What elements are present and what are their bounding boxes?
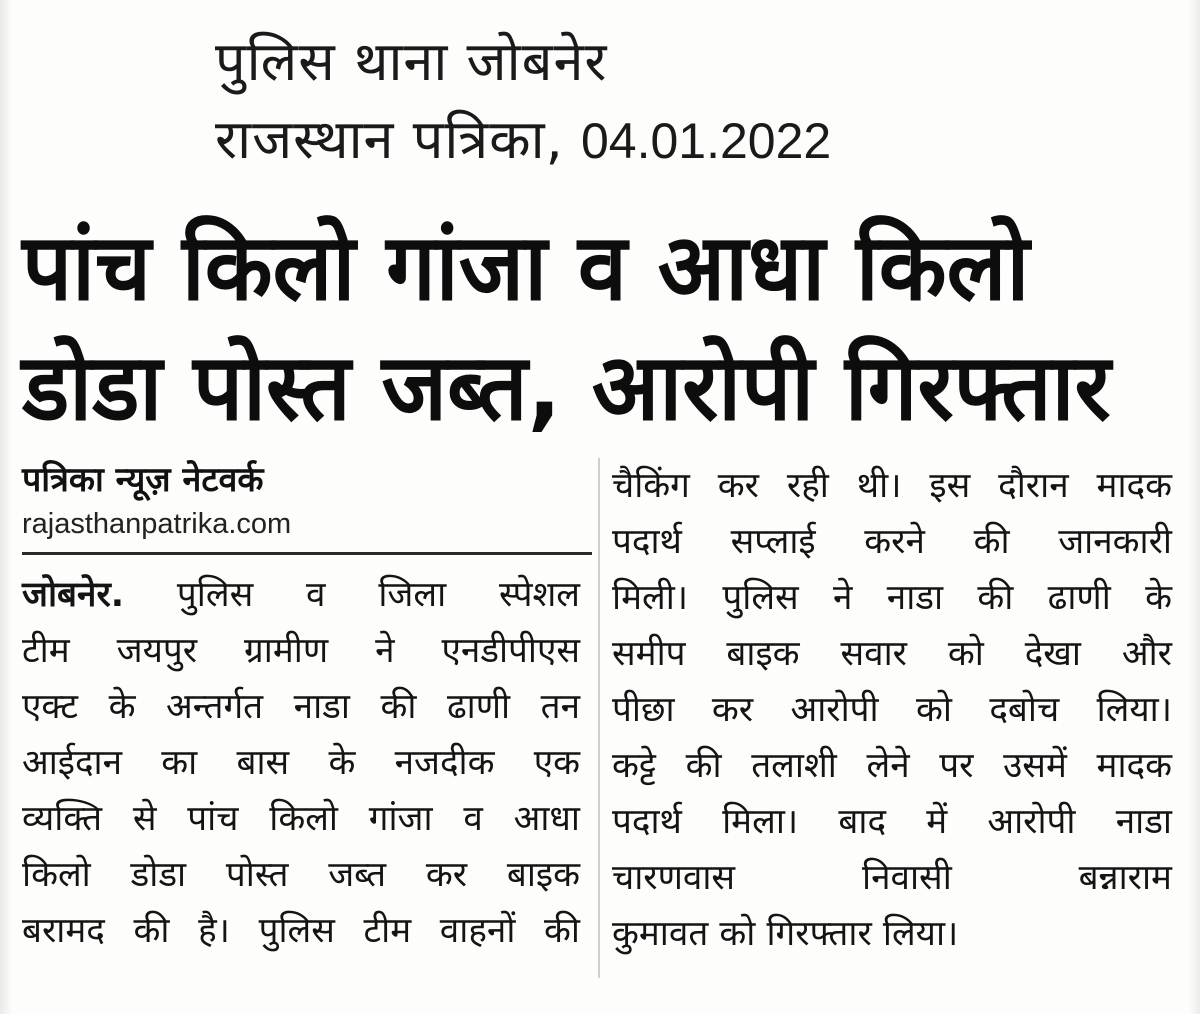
byline-website: rajasthanpatrika.com <box>22 508 292 540</box>
article-line: टीम जयपुर ग्रामीण ने एनडीपीएस <box>22 631 580 671</box>
article-line: पदार्थ सप्लाई करने की जानकारी <box>612 522 1172 562</box>
police-station-label: पुलिस थाना जोबनेर <box>215 30 608 93</box>
article-line: चैकिंग कर रही थी। इस दौरान मादक <box>612 466 1172 506</box>
article-line: व्यक्ति से पांच किलो गांजा व आधा <box>22 799 580 839</box>
article-line: मिली। पुलिस ने नाडा की ढाणी के <box>612 578 1172 618</box>
source-line <box>215 108 831 173</box>
headline-line-1: पांच किलो गांजा व आधा किलो <box>22 214 1030 321</box>
paper-edge-right <box>1188 0 1200 1014</box>
headline-line-2: डोडा पोस्त जब्त, आरोपी गिरफ्तार <box>22 334 1111 441</box>
article-line: कुमावत को गिरफ्तार लिया। <box>612 914 959 954</box>
article-line-text: पुलिस व जिला स्पेशल <box>176 575 580 615</box>
article-line: कट्टे की तलाशी लेने पर उसमें मादक <box>612 746 1172 786</box>
publication-name: राजस्थान पत्रिका, <box>215 108 564 171</box>
article-line: किलो डोडा पोस्त जब्त कर बाइक <box>22 855 580 895</box>
article-line: समीप बाइक सवार को देखा और <box>612 634 1172 674</box>
headline <box>22 208 1145 448</box>
article-line: एक्ट के अन्तर्गत नाडा की ढाणी तन <box>22 687 580 727</box>
byline-divider <box>22 552 592 555</box>
article-column-right <box>612 458 1172 962</box>
article-line: चारणवास निवासी बन्नाराम <box>612 858 1172 898</box>
byline-agency: पत्रिका न्यूज़ नेटवर्क <box>22 460 264 500</box>
article-line: बरामद की है। पुलिस टीम वाहनों की <box>22 911 580 951</box>
article-dateline: जोबनेर. <box>22 575 125 615</box>
publication-date: 04.01.2022 <box>580 113 832 169</box>
article-line: पदार्थ मिला। बाद में आरोपी नाडा <box>612 802 1172 842</box>
column-gutter <box>598 458 600 978</box>
article-column-left <box>22 567 580 959</box>
article-line <box>22 567 580 623</box>
article-line: पीछा कर आरोपी को दबोच लिया। <box>612 690 1172 730</box>
article-line: आईदान का बास के नजदीक एक <box>22 743 580 783</box>
paper-edge-left <box>0 0 12 1014</box>
